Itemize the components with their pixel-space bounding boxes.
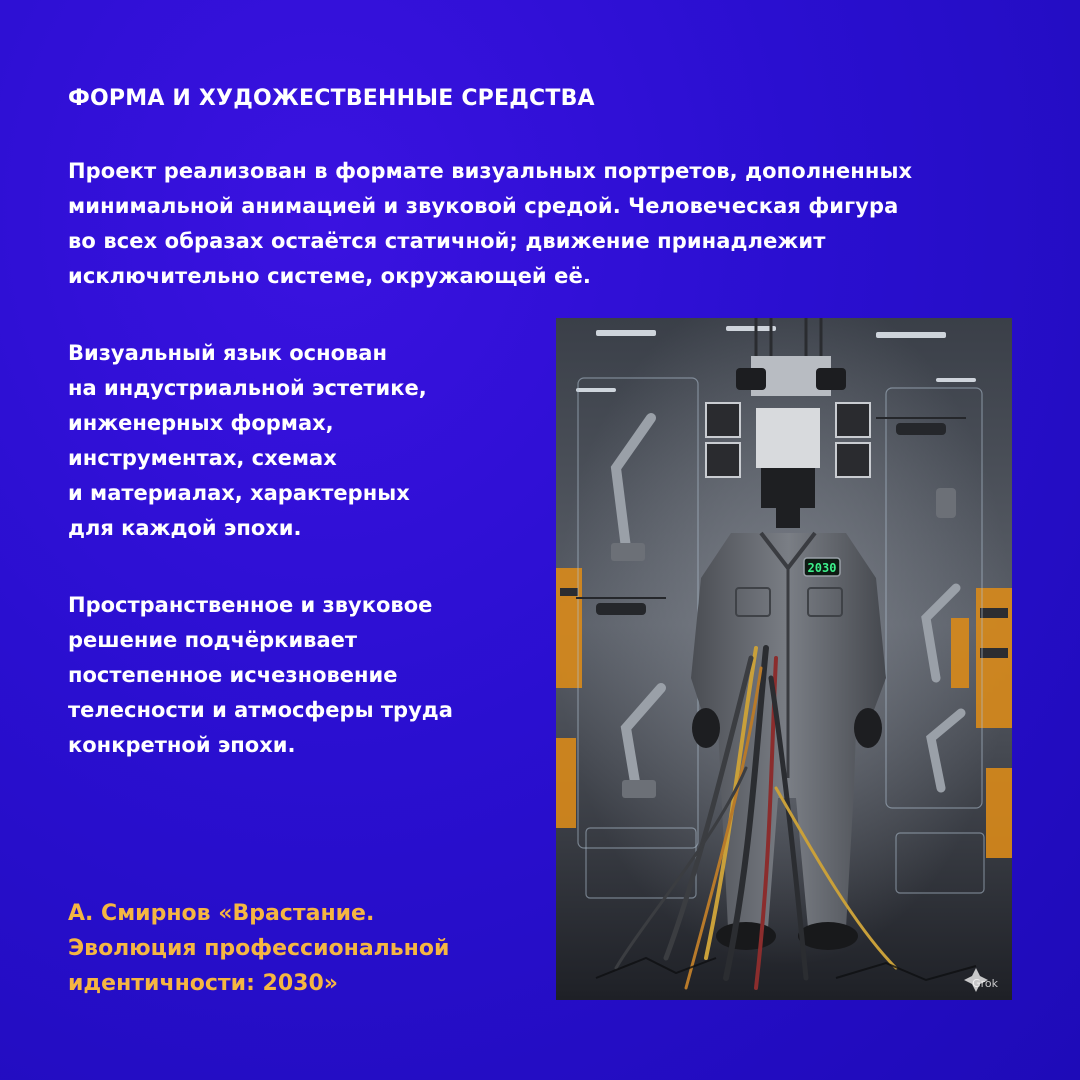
artwork-image (556, 318, 1012, 1000)
intro-line: Проект реализован в формате визуальных портретов, дополненных (68, 159, 913, 183)
artwork-credit (68, 896, 548, 1001)
paragraph-line: инженерных формах, (68, 411, 334, 435)
paragraph-line: Пространственное и звуковое (68, 593, 433, 617)
year-badge: 2030 (807, 561, 837, 575)
intro-line: во всех образах остаётся статичной; движение принадлежит (68, 229, 826, 253)
paragraph-line: постепенное исчезновение (68, 663, 398, 687)
watermark: Grok (972, 977, 998, 990)
credit-line: идентичности: 2030» (68, 971, 338, 996)
paragraph-line: для каждой эпохи. (68, 516, 302, 540)
paragraph-line: телесности и атмосферы труда (68, 698, 453, 722)
paragraph-line: Визуальный язык основан (68, 341, 387, 365)
intro-paragraph (68, 154, 1028, 294)
paragraph-line: инструментах, схемах (68, 446, 337, 470)
paragraph-line: и материалах, характерных (68, 481, 410, 505)
paragraph-line: конкретной эпохи. (68, 733, 296, 757)
paragraph-line: решение подчёркивает (68, 628, 358, 652)
intro-line: исключительно системе, окружающей её. (68, 264, 591, 288)
visual-language-paragraph (68, 336, 538, 546)
paragraph-line: на индустриальной эстетике, (68, 376, 427, 400)
credit-line: Эволюция профессиональной (68, 936, 450, 961)
credit-line: А. Смирнов «Врастание. (68, 901, 375, 926)
robot-worker-illustration (556, 318, 1012, 1000)
intro-line: минимальной анимацией и звуковой средой. Человеческая фигура (68, 194, 899, 218)
spatial-sound-paragraph (68, 588, 538, 763)
heading: ФОРМА И ХУДОЖЕСТВЕННЫЕ СРЕДСТВА (68, 86, 595, 111)
